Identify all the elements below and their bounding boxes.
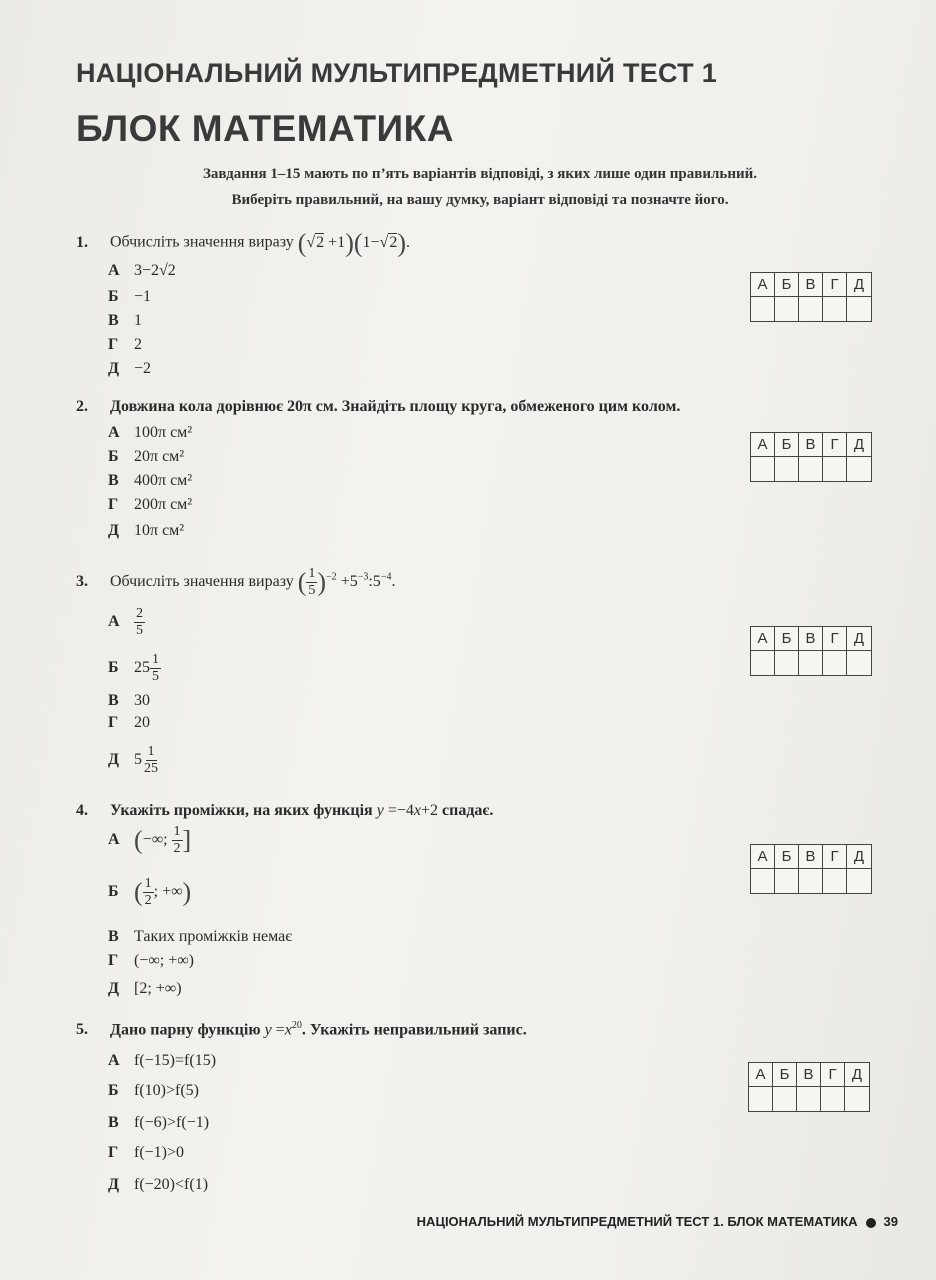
bullet-icon: [866, 1218, 876, 1228]
section-title: БЛОК МАТЕМАТИКА: [76, 108, 454, 149]
answer-cell-d[interactable]: [847, 297, 871, 321]
option-g[interactable]: Г 2: [108, 336, 142, 353]
answer-cell-v[interactable]: [799, 457, 823, 481]
answer-cell-g[interactable]: [823, 651, 847, 675]
grid-header-d: Д: [847, 433, 871, 457]
question-text: Довжина кола дорівнює 20π см. Знайдіть площу круга, обмеженого цим колом.: [110, 398, 681, 415]
grid-header-v: В: [799, 433, 823, 457]
grid-header-a: А: [749, 1063, 773, 1087]
option-d[interactable]: Д 5 $\frac{1}{25}$: [108, 744, 158, 776]
answer-cell-b[interactable]: [773, 1087, 797, 1111]
question-number: 5.: [76, 1021, 88, 1039]
answer-cell-a[interactable]: [751, 651, 775, 675]
answer-grid-1[interactable]: [750, 272, 872, 322]
option-v[interactable]: В 30: [108, 692, 150, 709]
option-g[interactable]: Г (−∞; +∞): [108, 952, 194, 969]
instructions-line-2: Виберіть правильний, на вашу думку, варіант відповіді та позначте його.: [231, 192, 729, 208]
question-5: 5. Дано парну функцію $y =x^{20}$. Укажіть неправильний запис.: [76, 1020, 527, 1039]
answer-cell-g[interactable]: [823, 457, 847, 481]
answer-cell-b[interactable]: [775, 869, 799, 893]
option-v[interactable]: В f(−6)>f(−1): [108, 1114, 210, 1131]
option-v[interactable]: В 1: [108, 312, 142, 329]
question-3: [76, 566, 395, 599]
grid-header-g: Г: [821, 1063, 845, 1087]
grid-header-g: Г: [823, 273, 847, 297]
fraction: $\frac{2}{5}$: [136, 606, 143, 638]
grid-header-g: Г: [823, 627, 847, 651]
grid-header-d: Д: [847, 845, 871, 869]
answer-cell-b[interactable]: [775, 457, 799, 481]
option-g[interactable]: Г f(−1)>0: [108, 1144, 185, 1161]
question-text: Обчисліть значення виразу: [110, 573, 294, 591]
fraction: $\frac{1}{5}$: [152, 652, 159, 684]
grid-header-a: А: [751, 845, 775, 869]
option-b[interactable]: Б f(10)>f(5): [108, 1082, 199, 1099]
grid-header-v: В: [797, 1063, 821, 1087]
grid-header-b: Б: [775, 273, 799, 297]
option-b[interactable]: Б ( $\frac{1}{2}$ ; +∞): [108, 876, 192, 908]
math-expression: y: [376, 802, 384, 819]
option-b[interactable]: Б −1: [108, 288, 152, 305]
option-b[interactable]: Б 20π см²: [108, 448, 185, 465]
question-1: [76, 228, 410, 258]
answer-cell-d[interactable]: [847, 651, 871, 675]
option-g[interactable]: Г 20: [108, 714, 150, 731]
page-title: НАЦІОНАЛЬНИЙ МУЛЬТИПРЕДМЕТНИЙ ТЕСТ 1: [76, 58, 718, 88]
question-number: 1.: [76, 233, 88, 251]
fraction: $\frac{1}{25}$: [144, 744, 158, 776]
option-g[interactable]: Г 200π см²: [108, 496, 193, 513]
answer-cell-d[interactable]: [847, 457, 871, 481]
answer-cell-a[interactable]: [751, 297, 775, 321]
answer-cell-v[interactable]: [799, 869, 823, 893]
answer-cell-g[interactable]: [823, 297, 847, 321]
question-text: Укажіть проміжки, на яких функція: [110, 802, 373, 819]
answer-grid-5[interactable]: [748, 1062, 870, 1112]
answer-cell-a[interactable]: [749, 1087, 773, 1111]
answer-cell-b[interactable]: [775, 651, 799, 675]
grid-header-v: В: [799, 627, 823, 651]
grid-header-b: Б: [775, 627, 799, 651]
grid-header-b: Б: [773, 1063, 797, 1087]
grid-header-d: Д: [845, 1063, 869, 1087]
grid-header-g: Г: [823, 433, 847, 457]
option-v[interactable]: В 400π см²: [108, 472, 193, 489]
page-footer: [417, 1214, 898, 1229]
answer-cell-a[interactable]: [751, 869, 775, 893]
grid-header-a: А: [751, 433, 775, 457]
option-v[interactable]: В Таких проміжків немає: [108, 928, 293, 945]
grid-header-b: Б: [775, 433, 799, 457]
math-expression: ( $\frac{1}{5}$ )$^{-2} +5^{-3}:5^{-4}$.: [297, 566, 396, 598]
answer-cell-g[interactable]: [821, 1087, 845, 1111]
answer-grid-2[interactable]: [750, 432, 872, 482]
instructions-line-1: Завдання 1–15 мають по п’ять варіантів відповіді, з яких лише один правильний.: [202, 166, 758, 182]
grid-header-a: А: [751, 273, 775, 297]
grid-header-d: Д: [847, 627, 871, 651]
question-number: 2.: [76, 398, 88, 415]
question-number: 4.: [76, 802, 88, 819]
grid-header-v: В: [799, 845, 823, 869]
answer-grid-3[interactable]: [750, 626, 872, 676]
option-d[interactable]: Д [2; +∞): [108, 980, 182, 997]
option-d[interactable]: Д −2: [108, 360, 152, 377]
footer-title: НАЦІОНАЛЬНИЙ МУЛЬТИПРЕДМЕТНИЙ ТЕСТ 1. БЛОК МАТЕМАТИКА: [416, 1214, 858, 1229]
option-a[interactable]: А (−∞; $\frac{1}{2}$ ]: [108, 824, 192, 856]
question-text: Обчисліть значення виразу: [110, 233, 294, 251]
answer-cell-g[interactable]: [823, 869, 847, 893]
answer-cell-v[interactable]: [799, 297, 823, 321]
math-expression: y: [264, 1021, 272, 1039]
page-number: 39: [883, 1214, 898, 1229]
grid-header-a: А: [751, 627, 775, 651]
question-number: 3.: [76, 573, 88, 591]
option-b[interactable]: Б 25 $\frac{1}{5}$: [108, 652, 159, 684]
answer-cell-b[interactable]: [775, 297, 799, 321]
option-a[interactable]: А 100π см²: [108, 424, 193, 441]
grid-header-d: Д: [847, 273, 871, 297]
answer-cell-a[interactable]: [751, 457, 775, 481]
grid-header-v: В: [799, 273, 823, 297]
answer-grid-4[interactable]: [750, 844, 872, 894]
math-interval: (−∞; $\frac{1}{2}$ ]: [134, 824, 192, 856]
question-text: Дано парну функцію: [110, 1021, 261, 1039]
math-interval: ( $\frac{1}{2}$ ; +∞): [134, 876, 192, 908]
question-2: [76, 398, 680, 416]
option-d[interactable]: Д 10π см²: [108, 522, 185, 539]
answer-cell-d[interactable]: [845, 1087, 869, 1111]
option-d[interactable]: Д f(−20)<f(1): [108, 1176, 209, 1193]
question-4: 4. Укажіть проміжки, на яких функція y =−4x+2 спадає.: [76, 802, 494, 819]
math-expression: (√2 +1)(1−√2).: [297, 228, 410, 257]
grid-header-g: Г: [823, 845, 847, 869]
answer-cell-v[interactable]: [797, 1087, 821, 1111]
option-a[interactable]: А f(−15)=f(15): [108, 1052, 217, 1069]
answer-cell-v[interactable]: [799, 651, 823, 675]
option-a[interactable]: А $\frac{2}{5}$: [108, 606, 143, 638]
option-a[interactable]: А 3−2√2: [108, 262, 176, 279]
answer-cell-d[interactable]: [847, 869, 871, 893]
grid-header-b: Б: [775, 845, 799, 869]
